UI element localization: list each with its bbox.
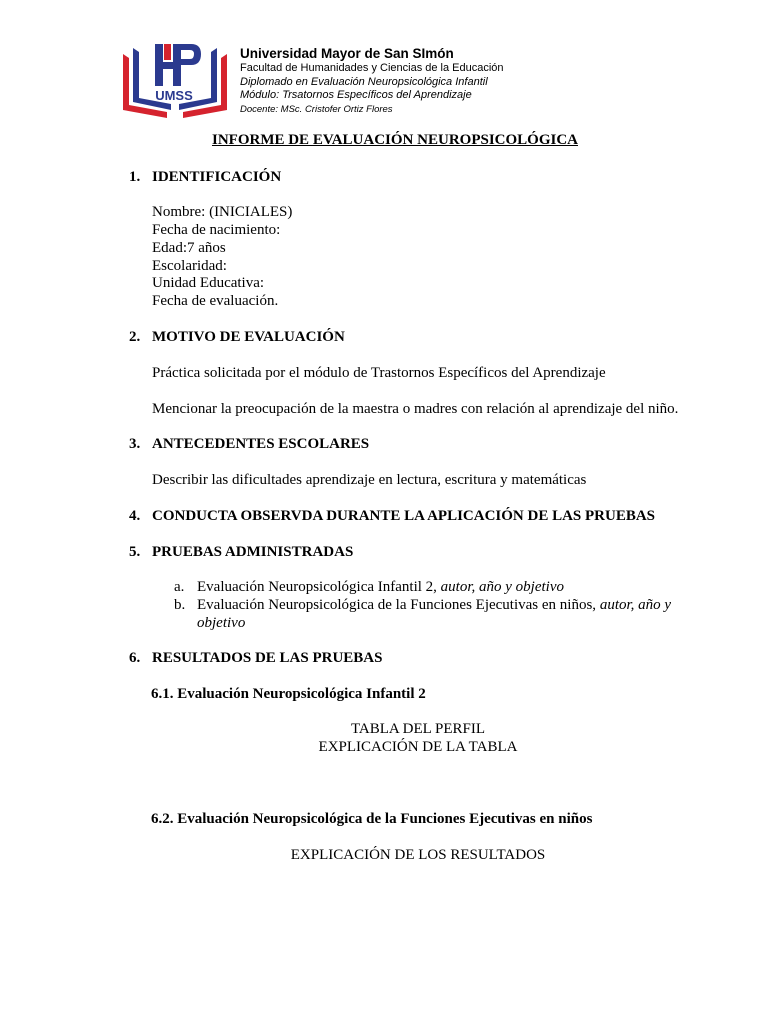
report-title: INFORME DE EVALUACIÓN NEUROPSICOLÓGICA: [211, 132, 578, 148]
section-2-number: 2.: [129, 329, 141, 345]
list-item-a-text: Evaluación Neuropsicológica Infantil 2,: [197, 579, 441, 595]
section-5-heading: PRUEBAS ADMINISTRADAS: [152, 544, 354, 560]
subsection-6-2-heading: 6.2. Evaluación Neuropsicológica de la Funciones Ejecutivas en niños: [151, 811, 593, 827]
section-1-heading: IDENTIFICACIÓN: [152, 169, 282, 185]
profile-table-placeholder: TABLA DEL PERFIL: [350, 721, 486, 737]
field-birthdate: Fecha de nacimiento:: [152, 222, 281, 238]
section-4-number: 4.: [129, 508, 141, 524]
section-3-paragraph: Describir las dificultades aprendizaje en lectura, escritura y matemáticas: [152, 472, 587, 488]
section-6-number: 6.: [129, 650, 141, 666]
section-2-paragraph-2: Mencionar la preocupación de la maestra o madres con relación al aprendizaje del niño.: [152, 401, 679, 417]
list-item-a: [197, 578, 564, 596]
list-item-b-italic: autor, año y: [599, 597, 672, 613]
teacher-name: Docente: MSc. Cristofer Ortiz Flores: [240, 103, 393, 115]
logo-red-accent: [164, 44, 171, 60]
logo-p-stem: [173, 44, 181, 86]
list-item-a-marker: a.: [174, 579, 185, 595]
field-name: Nombre: (INICIALES): [152, 204, 293, 220]
list-item-b-marker: b.: [174, 597, 186, 613]
faculty-name: Facultad de Humanidades y Ciencias de la Educación: [240, 62, 504, 74]
logo-p-bowl: [181, 44, 201, 65]
section-5-number: 5.: [129, 544, 141, 560]
section-3-heading: ANTECEDENTES ESCOLARES: [152, 436, 370, 452]
institution-header: [240, 45, 504, 116]
university-name: Universidad Mayor de San SImón: [240, 46, 454, 61]
field-eval-date: Fecha de evaluación.: [152, 293, 279, 309]
field-schooling: Escolaridad:: [152, 258, 227, 274]
section-1-number: 1.: [129, 169, 141, 185]
module-name: Módulo: Trsatornos Específicos del Aprendizaje: [240, 89, 472, 101]
section-6-heading: RESULTADOS DE LAS PRUEBAS: [152, 650, 383, 666]
list-item-b: [197, 596, 671, 614]
section-2-paragraph-1: Práctica solicitada por el módulo de Trastornos Específicos del Aprendizaje: [152, 365, 606, 381]
subsection-6-1-heading: 6.1. Evaluación Neuropsicológica Infantil 2: [151, 686, 426, 702]
logo-text: UMSS: [155, 88, 193, 103]
umss-logo: [121, 40, 229, 118]
list-item-b-italic-cont: objetivo: [197, 615, 246, 631]
list-item-b-text: Evaluación Neuropsicológica de la Funciones Ejecutivas en niños,: [197, 597, 600, 613]
results-explanation-placeholder: EXPLICACIÓN DE LOS RESULTADOS: [290, 847, 546, 863]
list-item-a-italic: autor, año y objetivo: [440, 579, 564, 595]
field-age: Edad:7 años: [152, 240, 226, 256]
table-explanation-placeholder: EXPLICACIÓN DE LA TABLA: [318, 739, 518, 755]
diploma-name: Diplomado en Evaluación Neuropsicológica Infantil: [240, 75, 488, 88]
section-4-heading: CONDUCTA OBSERVDA DURANTE LA APLICACIÓN DE LAS PRUEBAS: [152, 508, 656, 524]
section-3-number: 3.: [129, 436, 141, 452]
section-2-heading: MOTIVO DE EVALUACIÓN: [152, 329, 345, 345]
list-item-b-continued: [197, 614, 245, 632]
field-school: Unidad Educativa:: [152, 275, 265, 291]
